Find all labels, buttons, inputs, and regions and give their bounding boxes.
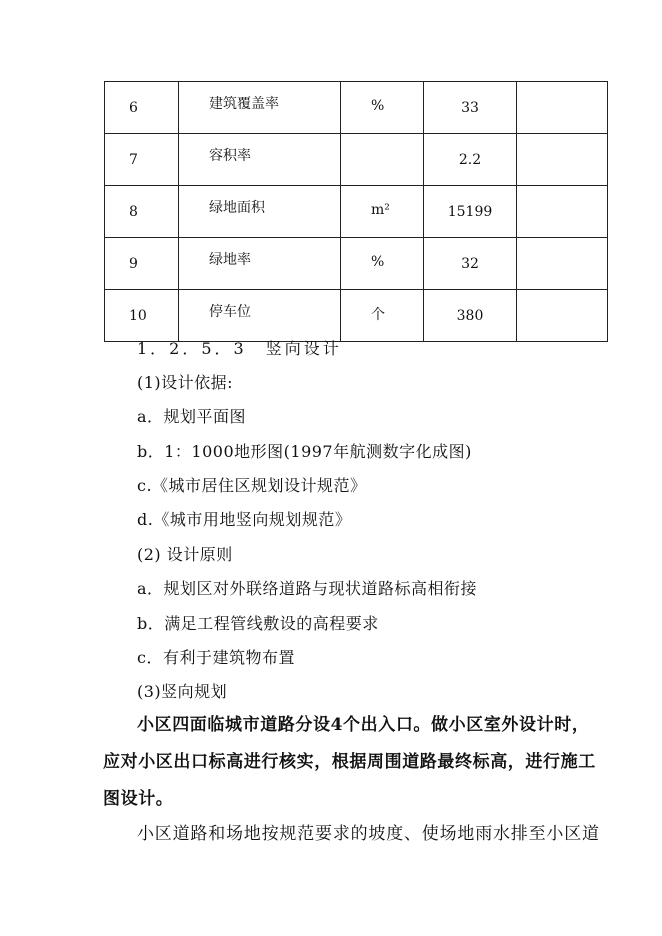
principle-title: (2) 设计原则 [137, 545, 233, 564]
basis-item: d.《城市用地竖向规划规范》 [137, 510, 352, 529]
indicator-name: 绿地面积 [179, 186, 341, 238]
basis-item: b．1：1000地形图(1997年航测数字化成图) [137, 442, 472, 461]
row-number: 7 [105, 134, 179, 186]
principle-item: a．规划区对外联络道路与现状道路标高相衔接 [137, 579, 478, 598]
basis-item: c.《城市居住区规划设计规范》 [137, 476, 367, 495]
principle-item: b．满足工程管线敷设的高程要求 [137, 614, 379, 633]
bold-paragraph-line: 图设计。 [103, 789, 174, 809]
bold-paragraph-line: 应对小区出口标高进行核实，根据周围道路最终标高，进行施工 [103, 752, 596, 772]
indicator-note [517, 186, 608, 238]
indicator-name: 绿地率 [179, 238, 341, 290]
indicator-note [517, 238, 608, 290]
indicator-value: 15199 [424, 186, 517, 238]
indicator-value: 2.2 [424, 134, 517, 186]
indicator-unit: m² [341, 186, 424, 238]
row-number: 9 [105, 238, 179, 290]
row-number: 10 [105, 290, 179, 342]
row-number: 6 [105, 82, 179, 134]
indicator-note [517, 290, 608, 342]
section-heading: 1．2．5．3 竖向设计 [137, 339, 342, 358]
table-row [105, 238, 608, 290]
indicator-unit: % [341, 238, 424, 290]
table-row [105, 134, 608, 186]
plan-title: (3)竖向规划 [137, 682, 228, 701]
indicator-value: 380 [424, 290, 517, 342]
basis-item: a．规划平面图 [137, 407, 247, 426]
indicator-name: 建筑覆盖率 [179, 82, 341, 134]
indicator-value: 33 [424, 82, 517, 134]
indicator-unit: % [341, 82, 424, 134]
body-paragraph-line: 小区道路和场地按规范要求的坡度、使场地雨水排至小区道 [137, 824, 600, 844]
table-row [105, 186, 608, 238]
indicator-unit: 个 [341, 290, 424, 342]
principle-item: c．有利于建筑物布置 [137, 648, 295, 667]
indicator-unit [341, 134, 424, 186]
basis-title: (1)设计依据: [137, 373, 234, 392]
indicator-name: 停车位 [179, 290, 341, 342]
indicator-value: 32 [424, 238, 517, 290]
indicator-table [104, 81, 608, 342]
row-number: 8 [105, 186, 179, 238]
indicator-note [517, 82, 608, 134]
indicator-name: 容积率 [179, 134, 341, 186]
table-row [105, 82, 608, 134]
table-row [105, 290, 608, 342]
indicator-note [517, 134, 608, 186]
bold-paragraph-line: 小区四面临城市道路分设4个出入口。做小区室外设计时， [137, 715, 590, 735]
